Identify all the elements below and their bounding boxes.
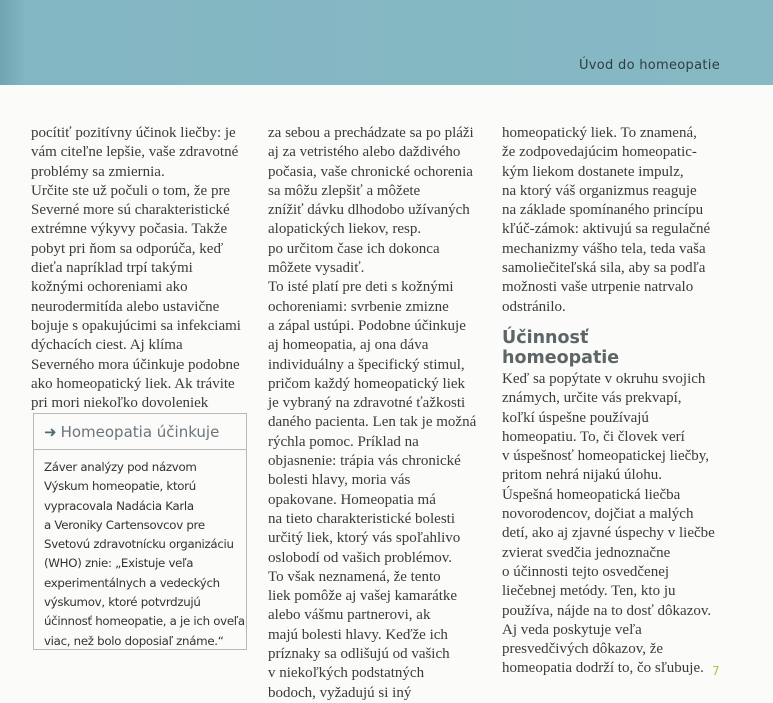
text-line: Svetovú zdravotnícku organizáciu [44, 537, 234, 552]
text-line: bojuje s opakujúcimi sa infekciami [31, 317, 241, 334]
heading-line: homeopatie [502, 348, 620, 368]
text-line: oslobodí od vašich problémov. [268, 549, 453, 566]
text-line: problémy sa zmiernia. [31, 163, 165, 180]
text-line: pri mori niekoľko dovoleniek [31, 395, 209, 412]
text-line: môžete vysadiť. [268, 260, 365, 277]
text-line: po určitom čase ich dokonca [268, 240, 440, 257]
text-line: sa môžu zlepšiť a môžete [268, 182, 421, 199]
text-line: bolesti hlavy, moria vás [268, 472, 411, 489]
text-line: Záver analýzy pod názvom [44, 460, 197, 474]
text-line: vám citeľne lepšie, vaše zdravotné [31, 144, 239, 161]
box-title-text: Homeopatia účinkuje [60, 423, 220, 441]
header-band [0, 0, 773, 85]
text-line: v niekoľkých podstatných [268, 665, 425, 682]
text-line: počasia, vaše chronické ochorenia [268, 163, 473, 180]
text-line: homeopatia dodrží to, čo sľubuje. [502, 660, 704, 677]
text-line: možnosti vaše utrpenie natrvalo [502, 279, 694, 296]
text-line: kým liekom dostanete impulz, [502, 163, 684, 180]
text-line: Úspešná homeopatická liečba [502, 486, 681, 503]
text-line: To isté platí pre deti s kožnými [268, 279, 454, 296]
text-line: vypracovala Nadácia Karla [44, 498, 194, 513]
text-line: alebo vášmu partnerovi, ak [268, 607, 431, 624]
text-line: alopatických liekov, resp. [268, 221, 422, 238]
text-line: presvedčivých dôkazov, že [502, 641, 664, 658]
text-line: že zodpovedajúcim homeopatic- [502, 144, 697, 161]
text-line: Severného mora účinkuje podobne [31, 356, 240, 373]
text-line: To však neznamená, že tento [268, 568, 441, 585]
text-line: pričom každý homeopatický liek [268, 375, 466, 392]
text-line: novorodencov, dojčiat a malých [502, 506, 694, 523]
text-line: dýchacích ciest. Aj klíma [31, 337, 183, 354]
text-line: ako homeopatický liek. Ak trávite [31, 375, 235, 392]
text-line: a Veroniky Cartensovcov pre [44, 517, 205, 532]
text-line: aj za vetristého alebo daždivého [268, 144, 461, 161]
text-line: je vybraný na zdravotné ťažkosti [268, 395, 466, 412]
section-body [502, 370, 715, 679]
text-line: pobyt pri ňom sa odporúča, keď [31, 240, 224, 257]
text-line: určitý liek, ktorý vás spoľahlivo [268, 530, 461, 547]
text-line: kožnými ochoreniami ako [31, 279, 188, 296]
text-line: objasnenie: trápia vás chronické [268, 453, 461, 470]
text-line: na ktorý váš organizmus reaguje [502, 182, 697, 199]
text-line: Aj veda poskytuje veľa [502, 621, 642, 638]
column-1 [31, 124, 241, 413]
running-title: Úvod do homeopatie [578, 58, 720, 73]
text-line: Výskum homeopatie, ktorú [44, 479, 196, 494]
section-heading [502, 328, 619, 368]
text-line: liečebnej metódy. Ten, kto ju [502, 583, 676, 600]
text-line: o účinnosti tejto osvedčenej [502, 563, 670, 580]
column-2 [268, 124, 476, 703]
text-line: na tieto charakteristické bolesti [268, 510, 456, 527]
text-line: samoliečiteľská sila, aby sa podľa [502, 260, 706, 277]
text-line: neurodermitída alebo ustavične [31, 298, 220, 315]
text-line: na základe spomínaného princípu [502, 202, 704, 219]
text-line: kľúč-zámok: aktivujú sa regulačné [502, 221, 711, 238]
text-line: experimentálnych a vedeckých [44, 575, 220, 590]
text-line: a zápal ustúpi. Podobne účinkuje [268, 317, 466, 334]
text-line: odstránilo. [502, 298, 566, 315]
text-line: rýchla pomoc. Príklad na [268, 433, 419, 450]
text-line: pocítiť pozitívny účinok liečby: je [31, 125, 236, 141]
text-line: v úspešnosť homeopatickej liečby, [502, 448, 710, 465]
text-line: opakovane. Homeopatia má [268, 491, 436, 508]
text-line: homeopatický liek. To znamená, [502, 125, 697, 141]
text-line: homeopatiu. To, či človek verí [502, 428, 685, 445]
text-line: príznaky sa odlišujú od vašich [268, 646, 450, 663]
text-line: bodoch, vyžadujú si iný [268, 684, 412, 701]
page-number: 7 [712, 664, 720, 678]
text-line: za sebou a prechádzate sa po pláži [268, 125, 474, 141]
text-line: dieťa napríklad trpí takými [31, 260, 193, 277]
text-line: daného pacienta. Len tak je možná [268, 414, 477, 431]
text-line: zvierat svedčia jednoznačne [502, 544, 671, 561]
text-line: používa, nájde na to dosť dôkazov. [502, 602, 712, 619]
text-line: aj homeopatia, aj ona dáva [268, 337, 429, 354]
column-3 [502, 124, 710, 317]
text-line: individuálny a špecifický stimul, [268, 356, 465, 373]
arrow-right-icon: ➜ [44, 423, 57, 441]
text-line: Severné more sú charakteristické [31, 202, 230, 219]
text-line: známych, určite vás prekvapí, [502, 390, 682, 407]
heading-line: Účinnosť [502, 328, 589, 348]
text-line: Určite ste už počuli o tom, že pre [31, 182, 231, 199]
text-line: výskumov, ktoré potvrdzujú [44, 595, 201, 610]
text-line: liek pomôže aj vašej kamarátke [268, 588, 458, 605]
text-line: Keď sa popýtate v okruhu svojich [502, 371, 706, 387]
text-line: ochoreniami: svrbenie zmizne [268, 298, 449, 315]
text-line: pritom nehrá nijakú úlohu. [502, 467, 662, 484]
text-line: koľkí úspešne používajú [502, 409, 649, 426]
text-line: znížiť dávku dlhodobo užívaných [268, 202, 470, 219]
text-line: mechanizmy vášho tela, teda vaša [502, 240, 706, 257]
box-title [34, 414, 246, 450]
text-line: viac, než bolo doposiaľ známe.“ [44, 633, 224, 648]
text-line: extrémne výkyvy počasia. Takže [31, 221, 228, 238]
text-line: (WHO) znie: „Existuje veľa [44, 556, 194, 571]
text-line: účinnosť homeopatie, a je ich oveľa [44, 614, 245, 629]
sidebar-box [33, 413, 247, 650]
text-line: detí, ako aj zjavné úspechy v liečbe [502, 525, 715, 542]
text-line: majú bolesti hlavy. Keďže ich [268, 626, 448, 643]
box-body [34, 450, 246, 651]
